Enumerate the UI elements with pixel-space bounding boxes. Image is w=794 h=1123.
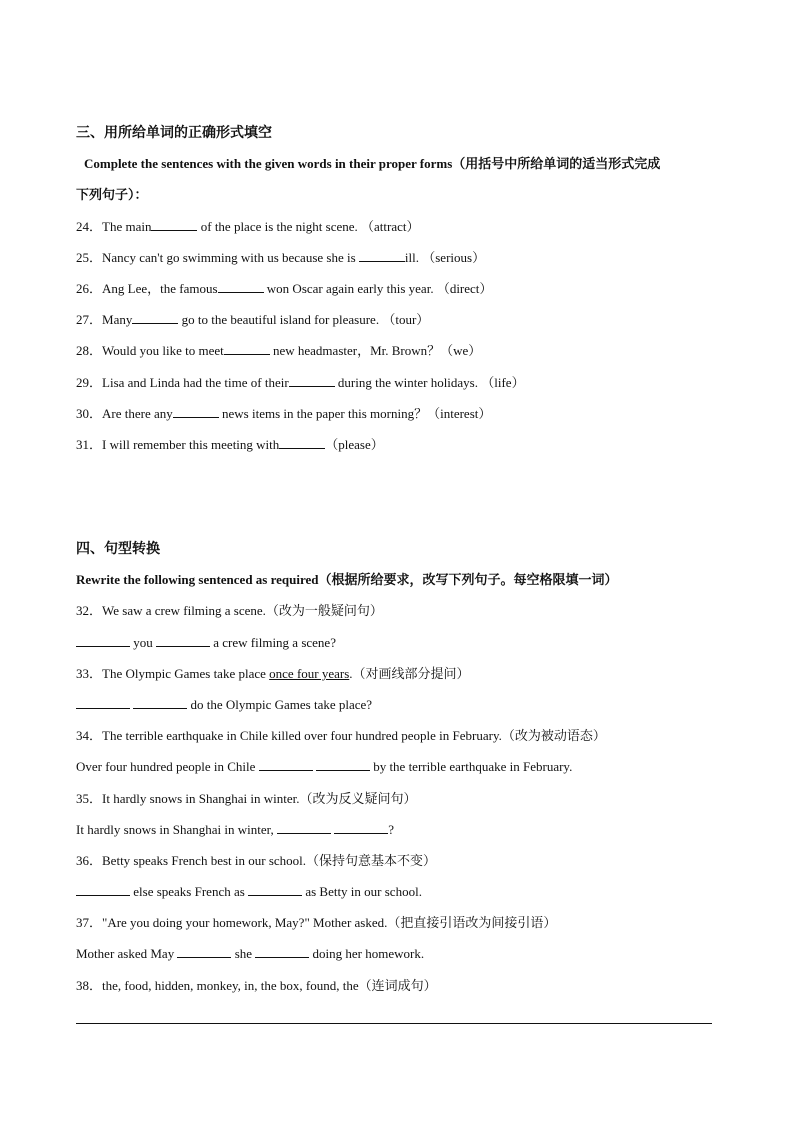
answer-blank[interactable]	[173, 405, 219, 418]
answer-text: she	[231, 946, 256, 961]
answer-line-36	[76, 883, 422, 901]
question-35	[76, 790, 417, 808]
question-38	[76, 977, 437, 995]
question-number: 26．	[76, 281, 103, 296]
answer-blank[interactable]	[132, 311, 178, 324]
question-number: 34．	[76, 728, 103, 743]
question-text: "Are you doing your homework, May?" Mother asked.（把直接引语改为间接引语）	[102, 915, 557, 930]
answer-text: do the Olympic Games take place?	[187, 697, 373, 712]
answer-text: doing her homework.	[309, 946, 425, 961]
underlined-phrase: once four years	[269, 666, 350, 681]
question-number: 31．	[76, 437, 103, 452]
question-number: 33．	[76, 666, 103, 681]
question-27	[76, 311, 429, 329]
question-text: won Oscar again early this year. （direct）	[263, 281, 493, 296]
question-text: The Olympic Games take place	[102, 666, 270, 681]
question-number: 27．	[76, 312, 103, 327]
answer-text: by the terrible earthquake in February.	[369, 759, 573, 774]
answer-text: It hardly snows in Shanghai in winter,	[76, 822, 277, 837]
answer-line-38[interactable]	[76, 1023, 712, 1024]
question-text: Nancy can't go swimming with us because she is	[102, 250, 359, 265]
answer-line-34	[76, 758, 572, 776]
question-text: Are there any	[102, 406, 173, 421]
section-3-heading: 三、用所给单词的正确形式填空	[76, 125, 272, 141]
answer-blank[interactable]	[316, 758, 370, 771]
question-28	[76, 342, 481, 360]
question-text: It hardly snows in Shanghai in winter.（改为反义疑问句）	[102, 791, 417, 806]
question-37	[76, 914, 556, 932]
question-24	[76, 218, 420, 236]
answer-text: Mother asked May	[76, 946, 178, 961]
answer-text: Over four hundred people in Chile	[76, 759, 259, 774]
question-text: the, food, hidden, monkey, in, the box, found, the（连词成句）	[102, 978, 437, 993]
question-number: 29．	[76, 375, 103, 390]
section-4-heading: 四、句型转换	[76, 541, 160, 557]
answer-blank[interactable]	[218, 280, 264, 293]
question-number: 30．	[76, 406, 103, 421]
answer-blank[interactable]	[151, 218, 197, 231]
answer-blank[interactable]	[279, 436, 325, 449]
answer-text: as Betty in our school.	[302, 884, 422, 899]
question-number: 37．	[76, 915, 103, 930]
question-text: news items in the paper this morning？（interest）	[218, 406, 492, 421]
question-text: during the winter holidays. （life）	[334, 375, 525, 390]
answer-blank[interactable]	[156, 634, 210, 647]
question-text: I will remember this meeting with	[102, 437, 280, 452]
answer-blank[interactable]	[359, 249, 405, 262]
section-4-instruction: Rewrite the following sentenced as required（根据所给要求，改写下列句子。每空格限填一词）	[76, 572, 618, 587]
question-34	[76, 727, 606, 745]
answer-line-32	[76, 634, 336, 652]
question-text: Ang Lee，the famous	[102, 281, 218, 296]
question-36	[76, 852, 436, 870]
answer-blank[interactable]	[224, 342, 270, 355]
question-text: Would you like to meet	[102, 343, 224, 358]
question-number: 32．	[76, 603, 103, 618]
question-number: 38．	[76, 978, 103, 993]
answer-blank[interactable]	[248, 883, 302, 896]
answer-blank[interactable]	[76, 696, 130, 709]
question-number: 28．	[76, 343, 103, 358]
question-number: 25．	[76, 250, 103, 265]
question-text: Betty speaks French best in our school.（保持句意基本不变）	[102, 853, 437, 868]
question-text: .（对画线部分提问）	[349, 666, 470, 681]
answer-blank[interactable]	[334, 821, 388, 834]
question-text: of the place is the night scene. （attract）	[197, 219, 420, 234]
answer-blank[interactable]	[133, 696, 187, 709]
section-3-instruction-line2: 下列句子）：	[76, 187, 148, 202]
question-26	[76, 280, 492, 298]
question-33	[76, 665, 470, 683]
question-32	[76, 602, 383, 620]
answer-blank[interactable]	[255, 945, 309, 958]
answer-line-35	[76, 821, 394, 839]
question-text: The main	[102, 219, 152, 234]
question-30	[76, 405, 491, 423]
answer-line-37	[76, 945, 424, 963]
answer-text: else speaks French as	[130, 884, 249, 899]
question-31	[76, 436, 384, 454]
answer-blank[interactable]	[177, 945, 231, 958]
question-text: new headmaster，Mr. Brown？（we）	[269, 343, 482, 358]
question-text: The terrible earthquake in Chile killed over four hundred people in February.（改为被动语态）	[102, 728, 606, 743]
question-text: Lisa and Linda had the time of their	[102, 375, 289, 390]
answer-blank[interactable]	[289, 374, 335, 387]
question-text: go to the beautiful island for pleasure. （tour）	[178, 312, 430, 327]
question-text: （please）	[325, 437, 384, 452]
answer-blank[interactable]	[76, 883, 130, 896]
answer-text: a crew filming a scene?	[210, 635, 336, 650]
answer-text: you	[130, 635, 156, 650]
question-number: 36．	[76, 853, 103, 868]
question-text: Many	[102, 312, 133, 327]
question-text: We saw a crew filming a scene.（改为一般疑问句）	[102, 603, 383, 618]
question-number: 35．	[76, 791, 103, 806]
answer-blank[interactable]	[259, 758, 313, 771]
section-3-instruction-line1: Complete the sentences with the given words in their proper forms（用括号中所给单词的适当形式完成	[84, 156, 661, 171]
answer-blank[interactable]	[277, 821, 331, 834]
question-number: 24．	[76, 219, 103, 234]
question-29	[76, 374, 525, 392]
answer-text: ?	[388, 822, 394, 837]
answer-line-33	[76, 696, 372, 714]
question-text: ill. （serious）	[404, 250, 486, 265]
answer-blank[interactable]	[76, 634, 130, 647]
question-25	[76, 249, 485, 267]
